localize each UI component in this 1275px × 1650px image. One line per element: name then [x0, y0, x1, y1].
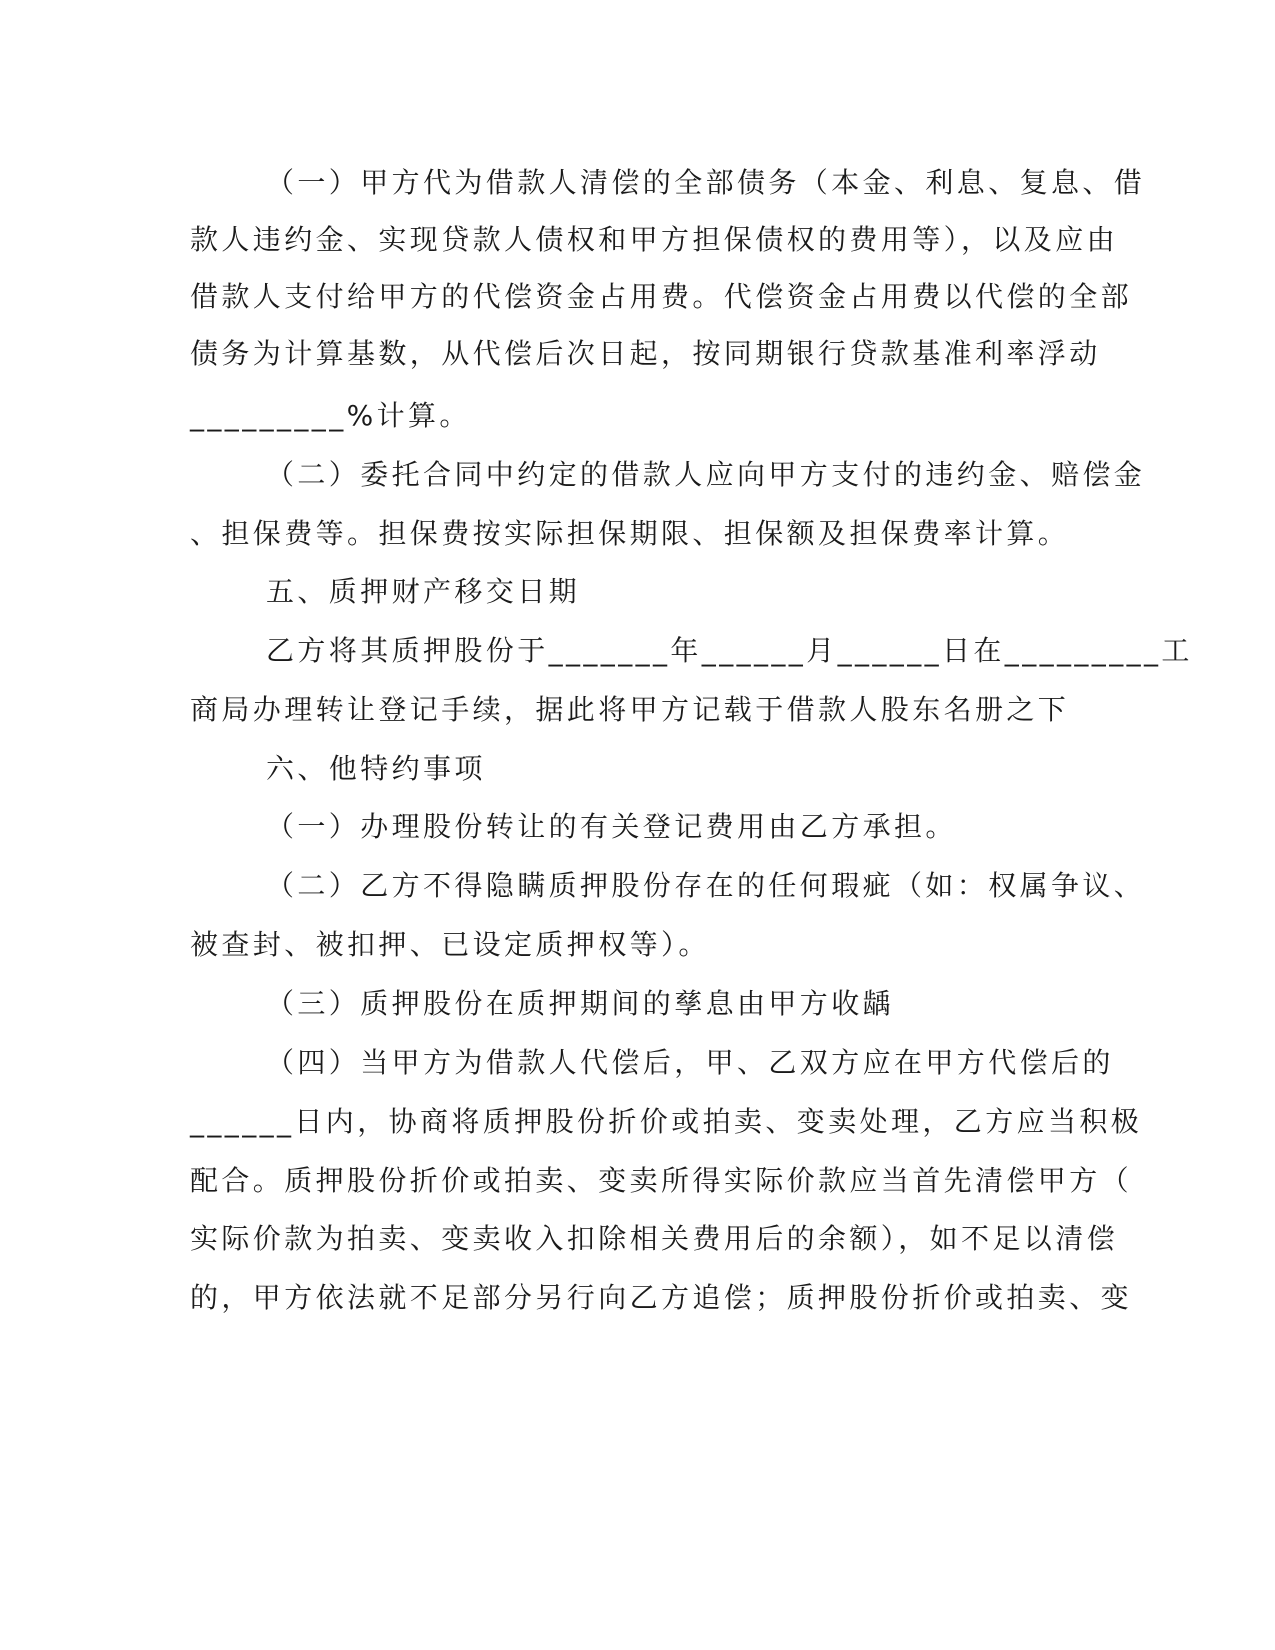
text-line: 配合。质押股份折价或拍卖、变卖所得实际价款应当首先清偿甲方（	[190, 1164, 1133, 1197]
text-line: （四）当甲方为借款人代偿后，甲、乙双方应在甲方代偿后的	[266, 1046, 1114, 1079]
text-line: 商局办理转让登记手续，据此将甲方记载于借款人股东名册之下	[190, 693, 1070, 726]
text-line: （三）质押股份在质押期间的孳息由甲方收龋	[266, 987, 895, 1020]
text-line: 乙方将其质押股份于_______年______月______日在_________工	[266, 634, 1193, 667]
text-line: 的，甲方依法就不足部分另行向乙方追偿；质押股份折价或拍卖、变	[190, 1281, 1133, 1314]
text-line: 借款人支付给甲方的代偿资金占用费。代偿资金占用费以代偿的全部	[190, 280, 1133, 313]
text-line: （一）甲方代为借款人清偿的全部债务（本金、利息、复息、借	[266, 166, 1146, 199]
text-line: _________%计算。	[190, 399, 471, 432]
text-line: 债务为计算基数，从代偿后次日起，按同期银行贷款基准利率浮动	[190, 337, 1101, 370]
text-line: （二）乙方不得隐瞒质押股份存在的任何瑕疵（如：权属争议、	[266, 869, 1146, 902]
section-heading: 五、质押财产移交日期	[266, 575, 581, 608]
text-line: ______日内，协商将质押股份折价或拍卖、变卖处理，乙方应当积极	[190, 1105, 1143, 1138]
text-line: 、担保费等。担保费按实际担保期限、担保额及担保费率计算。	[190, 517, 1070, 550]
text-line: 被查封、被扣押、已设定质押权等）。	[190, 928, 710, 961]
text-line: （二）委托合同中约定的借款人应向甲方支付的违约金、赔偿金	[266, 458, 1146, 491]
text-line: 款人违约金、实现贷款人债权和甲方担保债权的费用等），以及应由	[190, 223, 1119, 256]
text-line: 实际价款为拍卖、变卖收入扣除相关费用后的余额），如不足以清偿	[190, 1222, 1119, 1255]
text-line: （一）办理股份转让的有关登记费用由乙方承担。	[266, 810, 957, 843]
section-heading: 六、他特约事项	[266, 752, 486, 785]
